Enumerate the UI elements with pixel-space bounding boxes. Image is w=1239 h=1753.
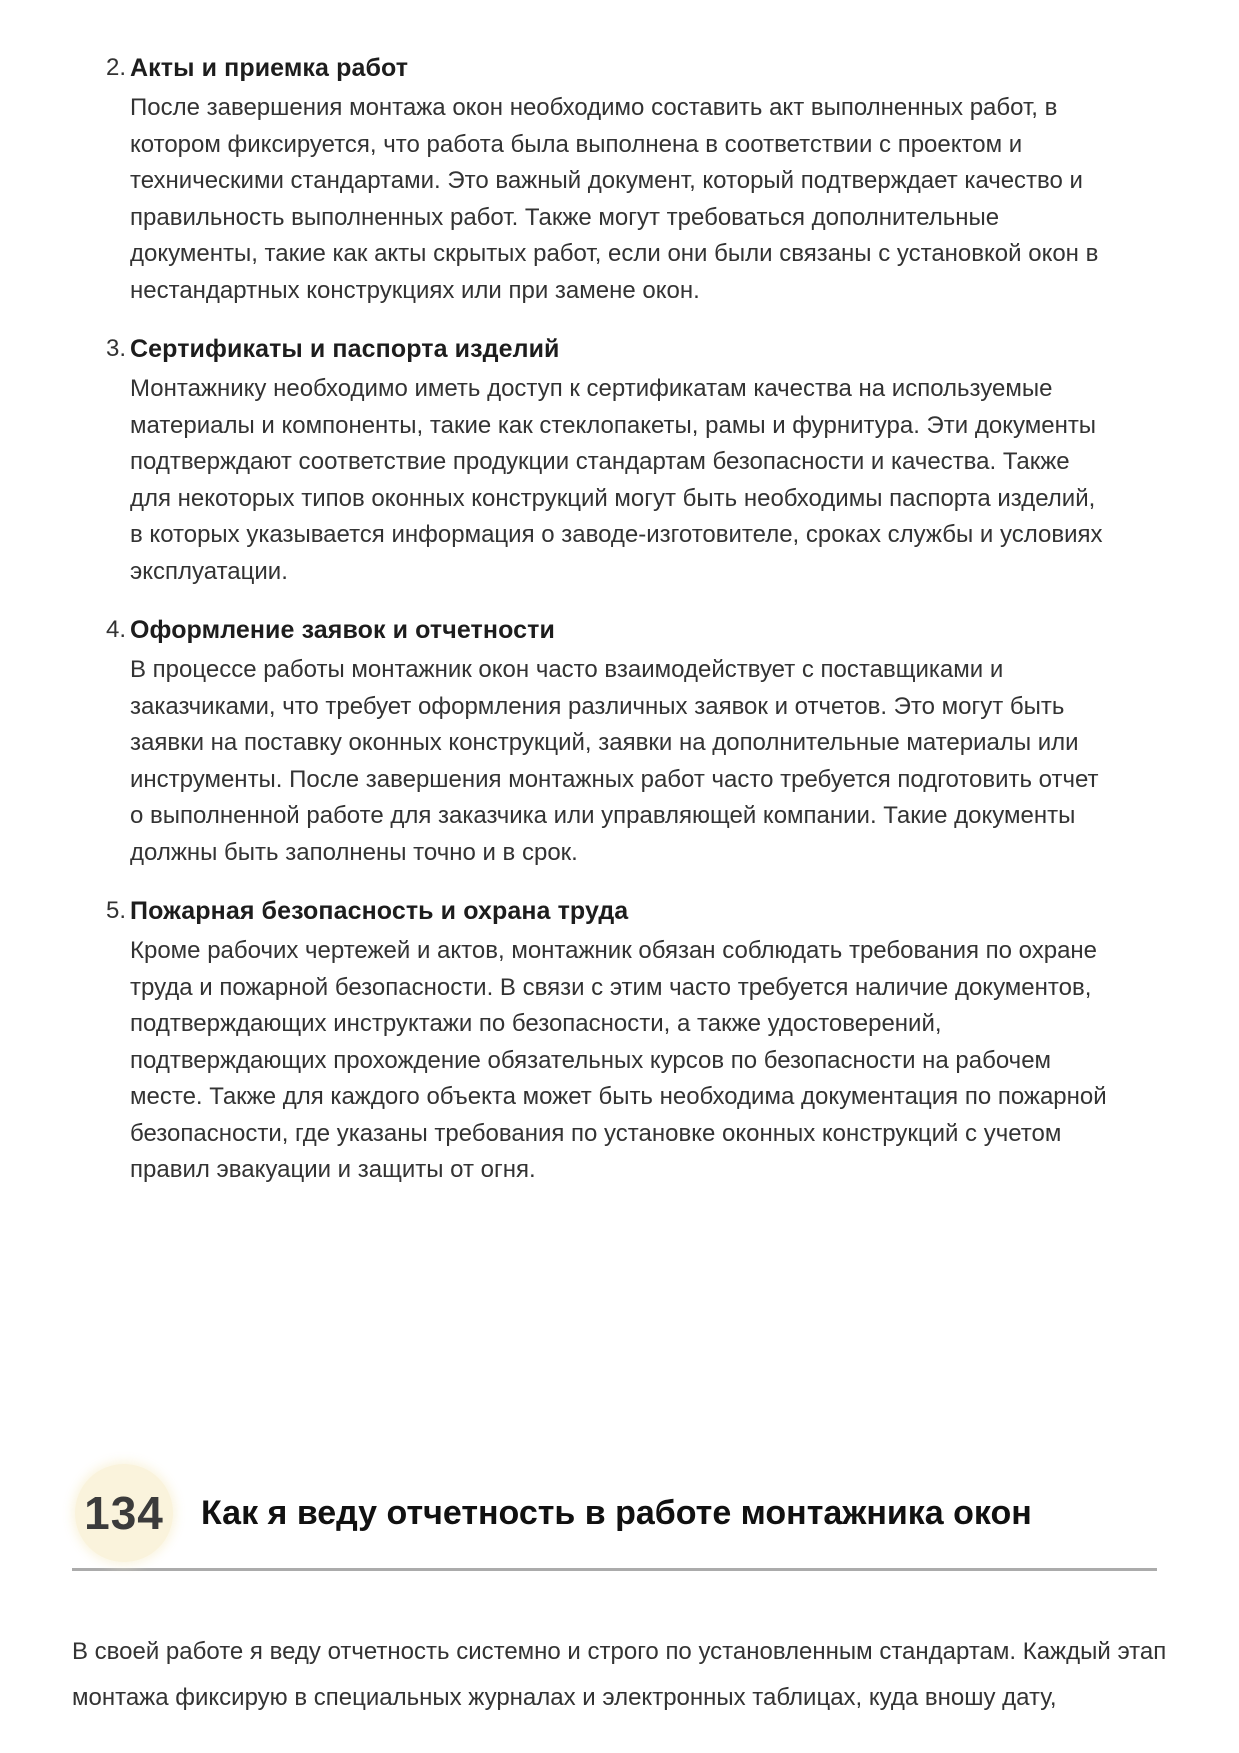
list-item-title: Оформление заявок и отчетности xyxy=(130,616,555,644)
list-item-body: После завершения монтажа окон необходимо составить акт выполненных работ, в котором фиксируется, что работа была выполнена в соответствии с проектом и техническими стандартами. Это важный документ, который подтверждает качество и правильность выполненных работ. Также могут требоваться дополнительные документы, такие как акты скрытых работ, если они были связаны с установкой окон в нестандартных конструкциях или при замене окон. xyxy=(130,94,1099,304)
chapter-header xyxy=(72,1464,1157,1562)
list-item-title: Пожарная безопасность и охрана труда xyxy=(130,897,629,925)
chapter-number-badge xyxy=(75,1464,173,1562)
section-divider xyxy=(72,1568,1157,1571)
intro-paragraph: В своей работе я веду отчетность системно и строго по установленным стандартам. Каждый этап монтажа фиксирую в специальных журналах и электронных таблицах, куда вношу дату, xyxy=(72,1637,1167,1711)
list-item-number: 2. xyxy=(106,54,127,81)
numbered-list xyxy=(72,52,1157,1189)
list-item xyxy=(106,614,1157,871)
list-item-title: Акты и приемка работ xyxy=(130,54,409,82)
list-item xyxy=(106,333,1157,590)
list-item-body: В процессе работы монтажник окон часто взаимодействует с поставщиками и заказчиками, что требует оформления различных заявок и отчетов. Это могут быть заявки на поставку оконных конструкций, заявки на дополнительные материалы или инструменты. После завершения монтажных работ часто требуется подготовить отчет о выполненной работе для заказчика или управляющей компании. Такие документы должны быть заполнены точно и в срок. xyxy=(130,656,1099,866)
chapter-number: 134 xyxy=(84,1486,164,1539)
list-item-title: Сертификаты и паспорта изделий xyxy=(130,335,560,363)
list-item xyxy=(106,52,1157,309)
list-item xyxy=(106,895,1157,1189)
list-item-body: Кроме рабочих чертежей и актов, монтажник обязан соблюдать требования по охране труда и пожарной безопасности. В связи с этим часто требуется наличие документов, подтверждающих инструктажи по безопасности, а также удостоверений, подтверждающих прохождение обязательных курсов по безопасности на рабочем месте. Также для каждого объекта может быть необходима документация по пожарной безопасности, где указаны требования по установке оконных конструкций с учетом правил эвакуации и защиты от огня. xyxy=(130,937,1107,1183)
list-item-body: Монтажнику необходимо иметь доступ к сертификатам качества на используемые материалы и компоненты, такие как стеклопакеты, рамы и фурнитура. Эти документы подтверждают соответствие продукции стандартам безопасности и качества. Также для некоторых типов оконных конструкций могут быть необходимы паспорта изделий, в которых указывается информация о заводе-изготовителе, сроках службы и условиях эксплуатации. xyxy=(130,375,1103,585)
chapter-title: Как я веду отчетность в работе монтажника окон xyxy=(201,1493,1032,1532)
list-item-number: 3. xyxy=(106,335,127,362)
list-item-number: 5. xyxy=(106,897,127,924)
list-item-number: 4. xyxy=(106,616,127,643)
